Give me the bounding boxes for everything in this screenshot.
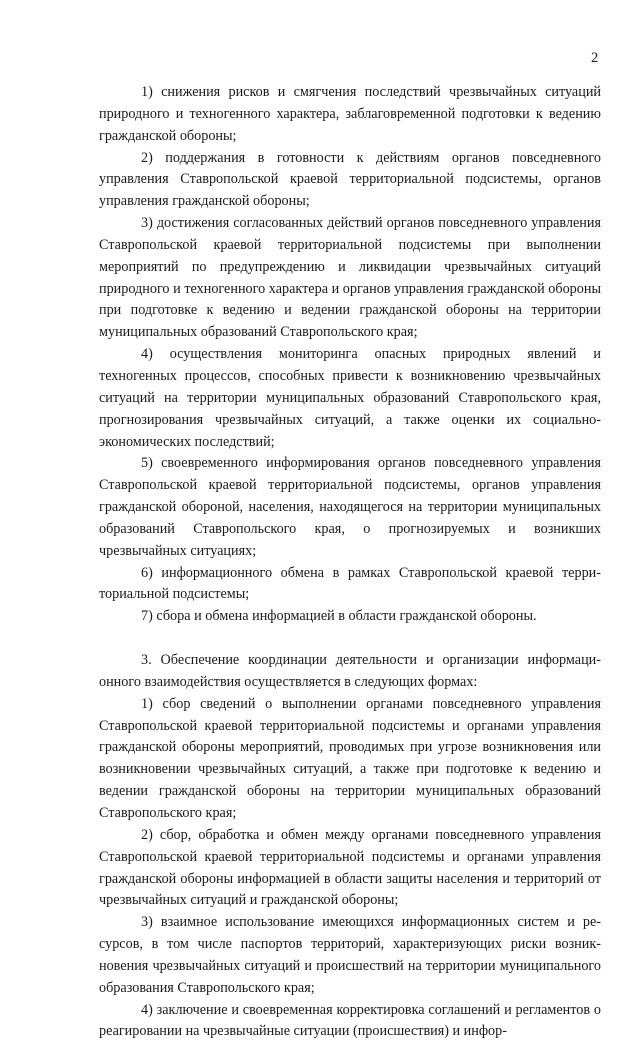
paragraph: 2) поддержания в готовности к действиям органов повседневного управления Ставропольской краевой территориальной подсистемы, органов управления гражданской обороны; <box>99 149 601 210</box>
paragraph: 3) достижения согласованных действий органов повседневного управления Ставропольской краевой территориальной подсистемы при выполнении мероприятий по предупреждению и ликвидации чрезвычайных ситуаций природного и техногенного характера и органов управления гражданской обороны при подготовке к ведению и ведении гражданской обороны на территории муниципальных образований Ставропольского края; <box>99 215 601 341</box>
paragraph: 1) сбор сведений о выполнении органами повседневного управления Ставропольской краевой территориальной подсистемы и органами управления гражданской обороны мероприятий, проводимых при угрозе возникновения или возникновении чрезвычайных ситуаций, а также при подготовке к ведению и ведении гражданской обороны на территории муниципальных образований Ставропольского края; <box>99 695 601 821</box>
paragraph: 2) сбор, обработка и обмен между органами повседневного управления Ставропольской краевой территориальной подсистемы и органами управления гражданской обороны информацией в области защиты населения и территорий от чрезвычайных ситуаций и гражданской обороны; <box>99 826 601 909</box>
page-number: 2 <box>591 50 599 66</box>
paragraph: 7) сбора и обмена информацией в области гражданской обороны. <box>141 608 537 625</box>
paragraph: 4) заключение и своевременная корректировка соглашений и регламентов о реагировании на чрезвычайные ситуации (происшествия) и инфор- <box>99 1001 601 1040</box>
document-body <box>99 82 601 1043</box>
paragraph: 6) информационного обмена в рамках Ставропольской краевой территориальной подсистемы; <box>99 564 601 603</box>
paragraph: 1) снижения рисков и смягчения последствий чрезвычайных ситуаций природного и техногенного характера, заблаговременной подготовки к ведению гражданской обороны; <box>99 84 601 144</box>
paragraph: 5) своевременного информирования органов повседневного управления Ставропольской краевой территориальной подсистемы, органов управления гражданской обороной, населения, находящегося на территории муниципальных образований Ставропольского края, о прогнозируемых и возникших чрезвычайных ситуациях; <box>99 455 601 559</box>
section-gap <box>99 628 601 650</box>
paragraph: 4) осуществления мониторинга опасных природных явлений и техногенных процессов, способных привести к возникновению чрезвычайных ситуаций на территории муниципальных образований Ставропольского края, прогнозирования чрезвычайных ситуаций, а также оценки их социально-экономических последствий; <box>99 346 601 450</box>
section-heading-paragraph: 3. Обеспечение координации деятельности и организации информационного взаимодействия осуществляется в следующих формах: <box>99 652 601 690</box>
paragraph: 3) взаимное использование имеющихся информационных систем и ресурсов, в том числе паспортов территорий, характеризующих риски возникновения чрезвычайных ситуаций и происшествий на территории муниципального образования Ставропольского края; <box>99 914 601 996</box>
